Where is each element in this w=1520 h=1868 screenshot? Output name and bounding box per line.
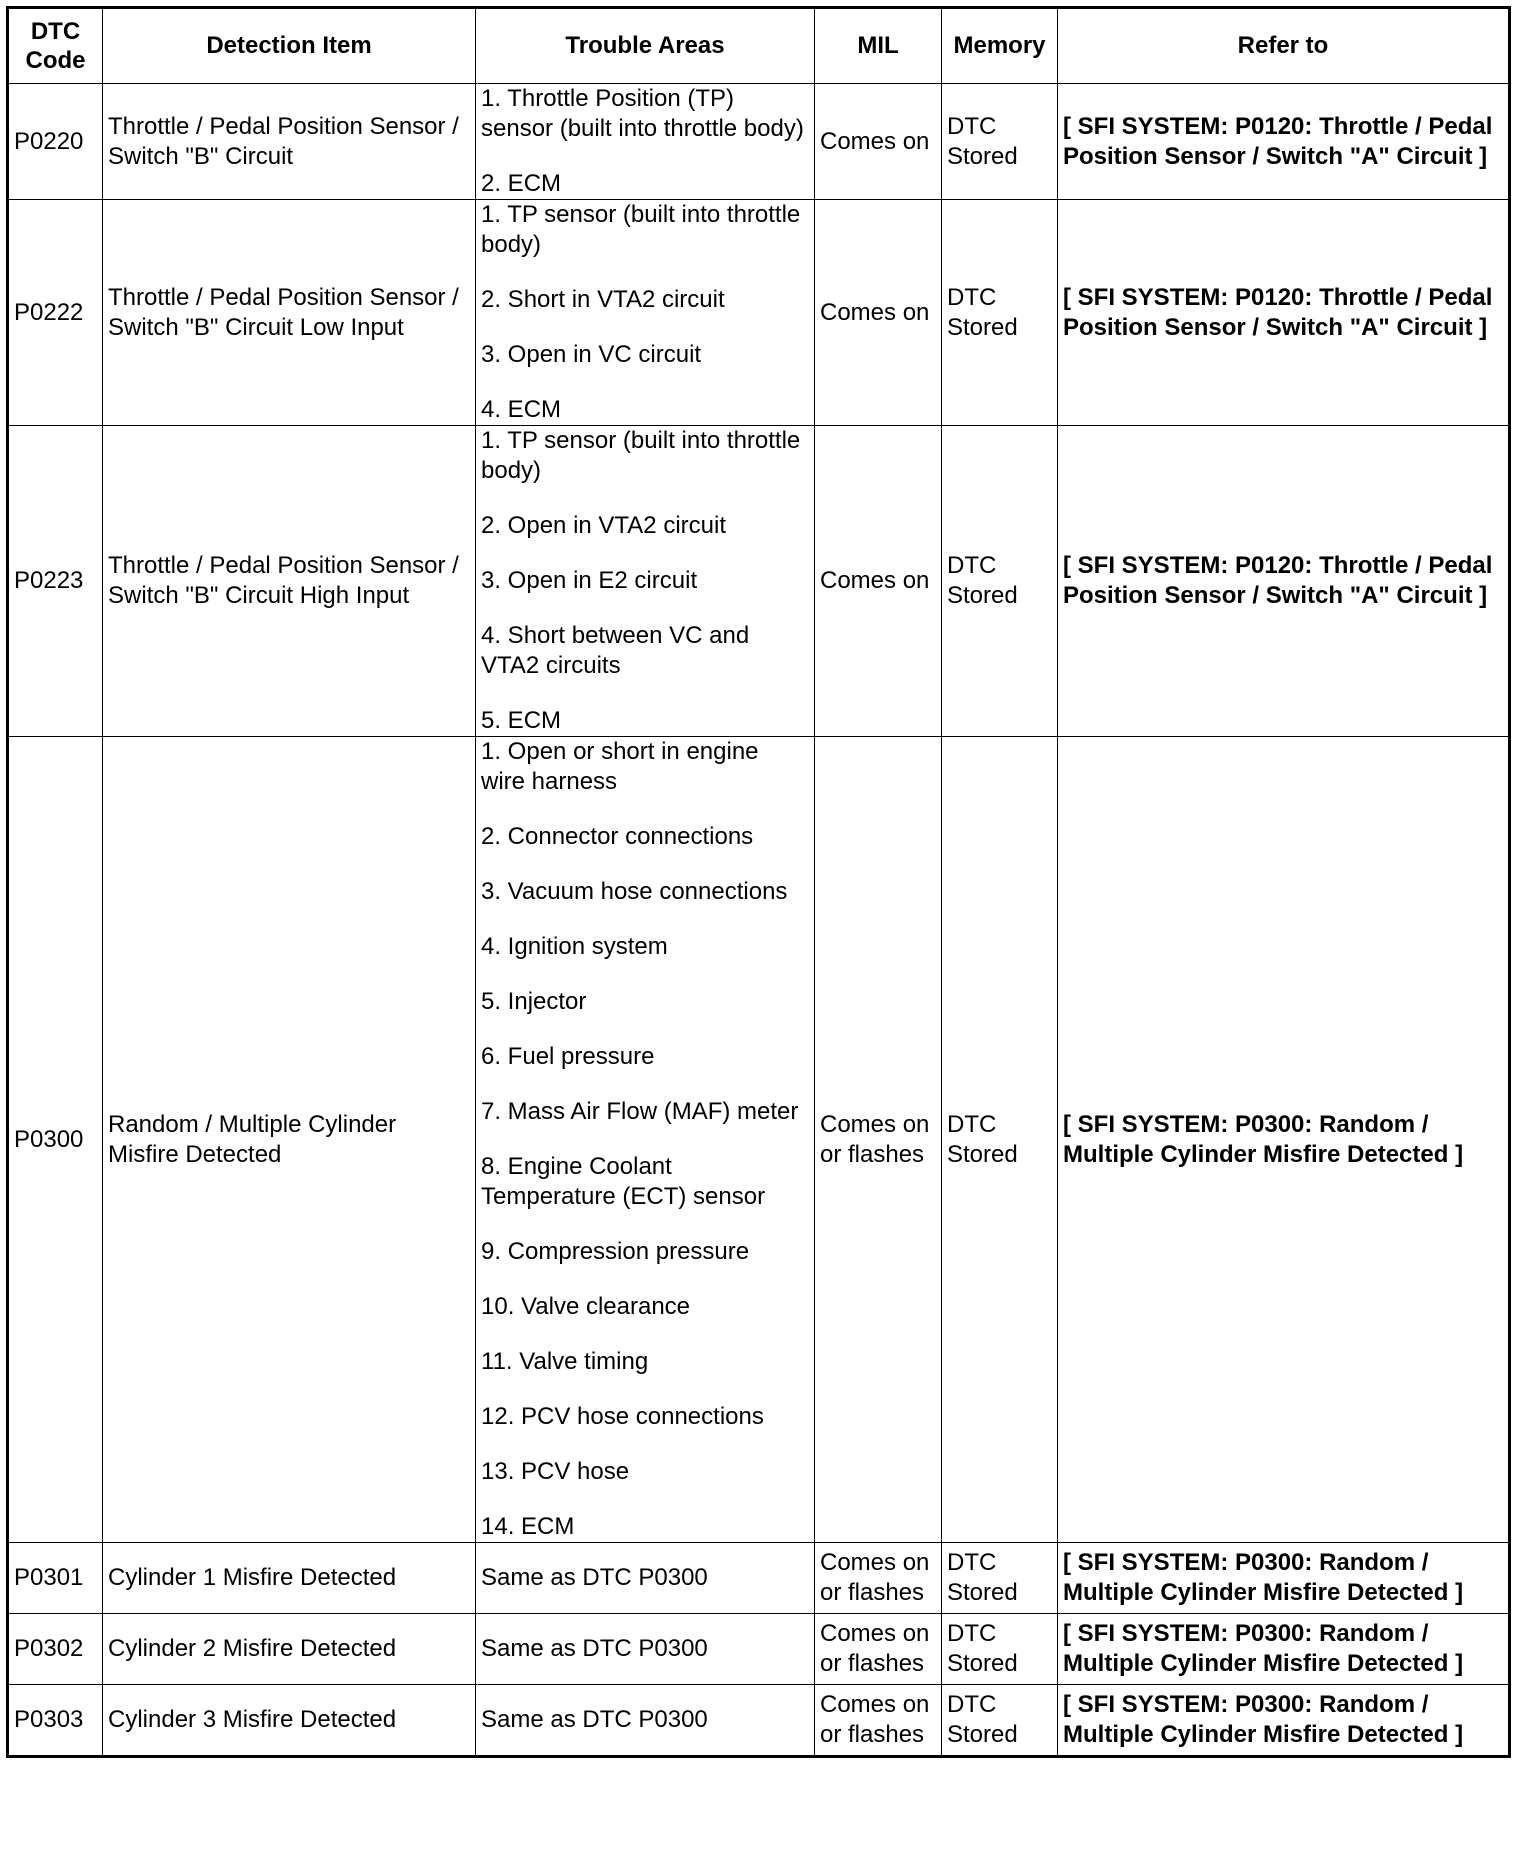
trouble-area-item: 5. Injector xyxy=(481,988,587,1015)
dtc-code-cell: P0222 xyxy=(8,200,103,426)
trouble-area-item: Same as DTC P0300 xyxy=(481,1706,708,1733)
trouble-area-item: 1. TP sensor (built into throttle body) xyxy=(481,427,801,484)
trouble-areas-cell xyxy=(476,426,815,737)
trouble-area-item: 14. ECM xyxy=(481,1513,575,1540)
refer-to-cell: [ SFI SYSTEM: P0120: Throttle / Pedal Position Sensor / Switch "A" Circuit ] xyxy=(1058,426,1510,737)
table-row xyxy=(8,84,1510,200)
trouble-area-item: 3. Open in VC circuit xyxy=(481,341,702,368)
dtc-code-cell: P0301 xyxy=(8,1543,103,1614)
col-header-memory: Memory xyxy=(942,8,1058,84)
trouble-areas-cell xyxy=(476,1543,815,1614)
mil-cell: Comes on or flashes xyxy=(815,1614,942,1685)
mil-cell: Comes on xyxy=(815,84,942,200)
trouble-area-item: 12. PCV hose connections xyxy=(481,1403,764,1430)
trouble-area-item: Same as DTC P0300 xyxy=(481,1635,708,1662)
dtc-code-cell: P0220 xyxy=(8,84,103,200)
memory-cell: DTC Stored xyxy=(942,1685,1058,1757)
refer-to-cell: [ SFI SYSTEM: P0120: Throttle / Pedal Position Sensor / Switch "A" Circuit ] xyxy=(1058,200,1510,426)
detection-item-cell: Throttle / Pedal Position Sensor / Switch "B" Circuit xyxy=(103,84,476,200)
detection-item-cell: Cylinder 2 Misfire Detected xyxy=(103,1614,476,1685)
trouble-areas-cell xyxy=(476,200,815,426)
table-header-row xyxy=(8,8,1510,84)
trouble-area-item: Same as DTC P0300 xyxy=(481,1564,708,1591)
col-header-trouble-areas: Trouble Areas xyxy=(476,8,815,84)
detection-item-cell: Random / Multiple Cylinder Misfire Detected xyxy=(103,737,476,1543)
refer-to-cell: [ SFI SYSTEM: P0120: Throttle / Pedal Position Sensor / Switch "A" Circuit ] xyxy=(1058,84,1510,200)
dtc-code-cell: P0303 xyxy=(8,1685,103,1757)
table-row xyxy=(8,1685,1510,1757)
refer-to-cell: [ SFI SYSTEM: P0300: Random / Multiple Cylinder Misfire Detected ] xyxy=(1058,1614,1510,1685)
memory-cell: DTC Stored xyxy=(942,426,1058,737)
table-row xyxy=(8,1543,1510,1614)
trouble-area-item: 4. Ignition system xyxy=(481,933,668,960)
col-header-dtc-code: DTC Code xyxy=(8,8,103,84)
col-header-detection-item: Detection Item xyxy=(103,8,476,84)
dtc-code-cell: P0223 xyxy=(8,426,103,737)
trouble-areas-cell xyxy=(476,84,815,200)
memory-cell: DTC Stored xyxy=(942,1543,1058,1614)
dtc-code-cell: P0302 xyxy=(8,1614,103,1685)
trouble-area-item: 5. ECM xyxy=(481,707,562,734)
detection-item-cell: Cylinder 3 Misfire Detected xyxy=(103,1685,476,1757)
trouble-area-item: 2. Open in VTA2 circuit xyxy=(481,512,726,539)
trouble-area-item: 2. Short in VTA2 circuit xyxy=(481,286,725,313)
refer-to-cell: [ SFI SYSTEM: P0300: Random / Multiple Cylinder Misfire Detected ] xyxy=(1058,1543,1510,1614)
memory-cell: DTC Stored xyxy=(942,737,1058,1543)
refer-to-cell: [ SFI SYSTEM: P0300: Random / Multiple Cylinder Misfire Detected ] xyxy=(1058,1685,1510,1757)
mil-cell: Comes on or flashes xyxy=(815,1685,942,1757)
dtc-table xyxy=(6,6,1511,1758)
trouble-area-item: 4. Short between VC and VTA2 circuits xyxy=(481,622,750,679)
dtc-code-cell: P0300 xyxy=(8,737,103,1543)
col-header-mil: MIL xyxy=(815,8,942,84)
mil-cell: Comes on xyxy=(815,200,942,426)
refer-to-cell: [ SFI SYSTEM: P0300: Random / Multiple Cylinder Misfire Detected ] xyxy=(1058,737,1510,1543)
trouble-area-item: 7. Mass Air Flow (MAF) meter xyxy=(481,1098,799,1125)
detection-item-cell: Cylinder 1 Misfire Detected xyxy=(103,1543,476,1614)
mil-cell: Comes on or flashes xyxy=(815,737,942,1543)
trouble-area-item: 11. Valve timing xyxy=(481,1348,649,1375)
trouble-area-item: 6. Fuel pressure xyxy=(481,1043,655,1070)
trouble-area-item: 10. Valve clearance xyxy=(481,1293,691,1320)
trouble-area-item: 3. Open in E2 circuit xyxy=(481,567,698,594)
memory-cell: DTC Stored xyxy=(942,84,1058,200)
trouble-areas-cell xyxy=(476,737,815,1543)
trouble-area-item: 1. Throttle Position (TP) sensor (built into throttle body) xyxy=(481,85,804,142)
mil-cell: Comes on xyxy=(815,426,942,737)
table-row xyxy=(8,1614,1510,1685)
detection-item-cell: Throttle / Pedal Position Sensor / Switch "B" Circuit Low Input xyxy=(103,200,476,426)
col-header-refer-to: Refer to xyxy=(1058,8,1510,84)
trouble-area-item: 2. ECM xyxy=(481,170,562,197)
detection-item-cell: Throttle / Pedal Position Sensor / Switch "B" Circuit High Input xyxy=(103,426,476,737)
trouble-area-item: 1. Open or short in engine wire harness xyxy=(481,738,759,795)
trouble-area-item: 1. TP sensor (built into throttle body) xyxy=(481,201,801,258)
table-row xyxy=(8,737,1510,1543)
trouble-areas-cell xyxy=(476,1614,815,1685)
table-row xyxy=(8,426,1510,737)
trouble-areas-cell xyxy=(476,1685,815,1757)
memory-cell: DTC Stored xyxy=(942,1614,1058,1685)
trouble-area-item: 13. PCV hose xyxy=(481,1458,630,1485)
trouble-area-item: 3. Vacuum hose connections xyxy=(481,878,788,905)
table-row xyxy=(8,200,1510,426)
trouble-area-item: 4. ECM xyxy=(481,396,562,423)
trouble-area-item: 2. Connector connections xyxy=(481,823,754,850)
mil-cell: Comes on or flashes xyxy=(815,1543,942,1614)
trouble-area-item: 9. Compression pressure xyxy=(481,1238,750,1265)
trouble-area-item: 8. Engine Coolant Temperature (ECT) sensor xyxy=(481,1153,766,1210)
table-body xyxy=(8,84,1510,1757)
memory-cell: DTC Stored xyxy=(942,200,1058,426)
